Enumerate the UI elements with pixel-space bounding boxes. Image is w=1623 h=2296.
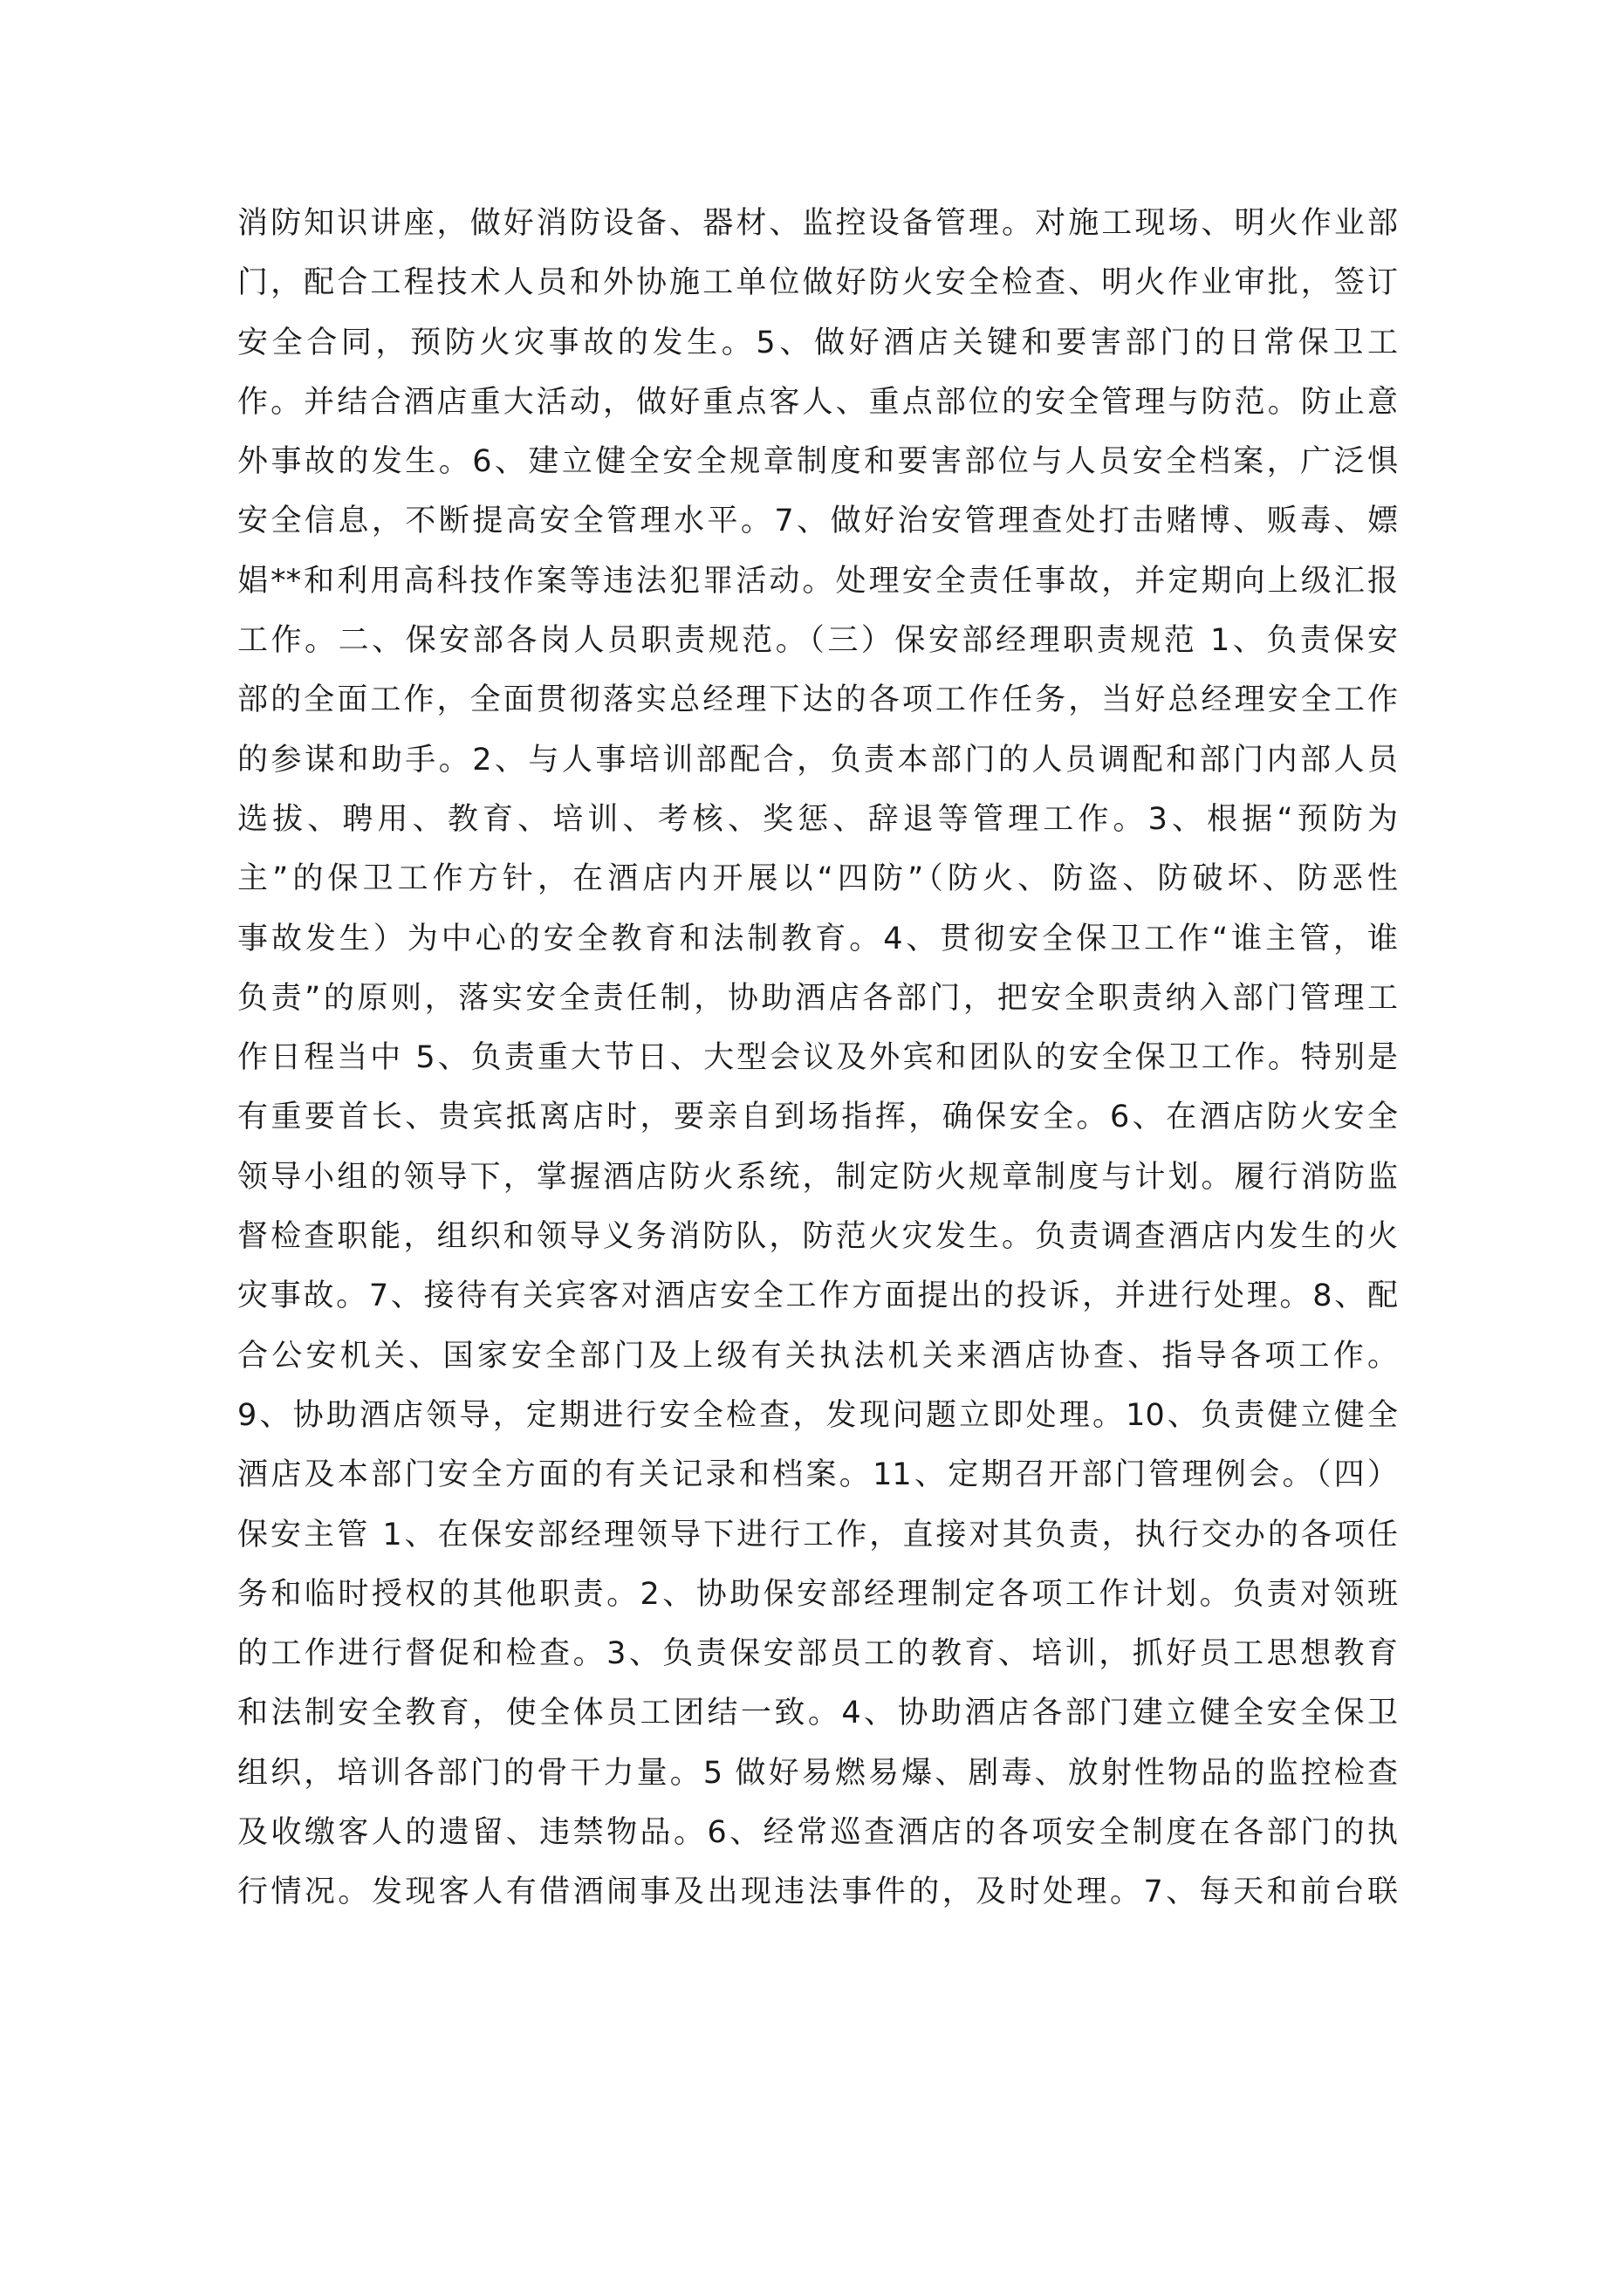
text-line: 外事故的发生。6、建立健全安全规章制度和要害部位与人员安全档案，广泛惧	[237, 444, 1398, 480]
text-line: 合公安机关、国家安全部门及上级有关执法机关来酒店协查、指导各项工作。	[237, 1338, 1398, 1374]
text-line: 安全合同，预防火灾事故的发生。5、做好酒店关键和要害部门的日常保卫工	[237, 325, 1398, 360]
text-line: 行情况。发现客人有借酒闹事及出现违法事件的，及时处理。7、每天和前台联	[237, 1874, 1398, 1910]
text-line: 酒店及本部门安全方面的有关记录和档案。11、定期召开部门管理例会。（四）	[237, 1457, 1398, 1493]
text-line: 组织，培训各部门的骨干力量。5 做好易燃易爆、剧毒、放射性物品的监控检查	[237, 1755, 1398, 1791]
text-line: 和法制安全教育，使全体员工团结一致。4、协助酒店各部门建立健全安全保卫	[237, 1696, 1398, 1731]
text-line: 主”的保卫工作方针，在酒店内开展以“四防”（防火、防盗、防破坏、防恶性	[237, 861, 1398, 897]
text-line: 作。并结合酒店重大活动，做好重点客人、重点部位的安全管理与防范。防止意	[237, 384, 1398, 420]
text-line: 督检查职能，组织和领导义务消防队，防范火灾发生。负责调查酒店内发生的火	[237, 1219, 1398, 1255]
text-line: 事故发生）为中心的安全教育和法制教育。4、贯彻安全保卫工作“谁主管，谁	[237, 921, 1398, 956]
text-line: 门，配合工程技术人员和外协施工单位做好防火安全检查、明火作业审批，签订	[237, 265, 1398, 301]
text-line: 灾事故。7、接待有关宾客对酒店安全工作方面提出的投诉，并进行处理。8、配	[237, 1278, 1398, 1314]
text-line: 部的全面工作，全面贯彻落实总经理下达的各项工作任务，当好总经理安全工作	[237, 682, 1398, 718]
text-line: 负责”的原则，落实安全责任制，协助酒店各部门，把安全职责纳入部门管理工	[237, 980, 1398, 1016]
text-line: 有重要首长、贵宾抵离店时，要亲自到场指挥，确保安全。6、在酒店防火安全	[237, 1100, 1398, 1135]
text-line: 及收缴客人的遗留、违禁物品。6、经常巡查酒店的各项安全制度在各部门的执	[237, 1815, 1398, 1851]
text-line: 9、协助酒店领导，定期进行安全检查，发现问题立即处理。10、负责健立健全	[237, 1397, 1398, 1433]
text-line: 娼**和利用高科技作案等违法犯罪活动。处理安全责任事故，并定期向上级汇报	[237, 563, 1398, 599]
text-line: 选拔、聘用、教育、培训、考核、奖惩、辞退等管理工作。3、根据“预防为	[237, 801, 1398, 837]
body-text	[237, 194, 1398, 1922]
text-line: 领导小组的领导下，掌握酒店防火系统，制定防火规章制度与计划。履行消防监	[237, 1159, 1398, 1195]
text-line: 务和临时授权的其他职责。2、协助保安部经理制定各项工作计划。负责对领班	[237, 1576, 1398, 1612]
text-line: 保安主管 1、在保安部经理领导下进行工作，直接对其负责，执行交办的各项任	[237, 1517, 1398, 1552]
text-line: 工作。二、保安部各岗人员职责规范。（三）保安部经理职责规范 1、负责保安	[237, 623, 1398, 659]
text-line: 的工作进行督促和检查。3、负责保安部员工的教育、培训，抓好员工思想教育	[237, 1636, 1398, 1672]
text-line: 的参谋和助手。2、与人事培训部配合，负责本部门的人员调配和部门内部人员	[237, 742, 1398, 778]
text-line: 安全信息，不断提高安全管理水平。7、做好治安管理查处打击赌博、贩毒、嫖	[237, 504, 1398, 539]
text-line: 消防知识讲座，做好消防设备、器材、监控设备管理。对施工现场、明火作业部	[237, 206, 1398, 241]
text-line: 作日程当中 5、负责重大节日、大型会议及外宾和团队的安全保卫工作。特别是	[237, 1040, 1398, 1076]
